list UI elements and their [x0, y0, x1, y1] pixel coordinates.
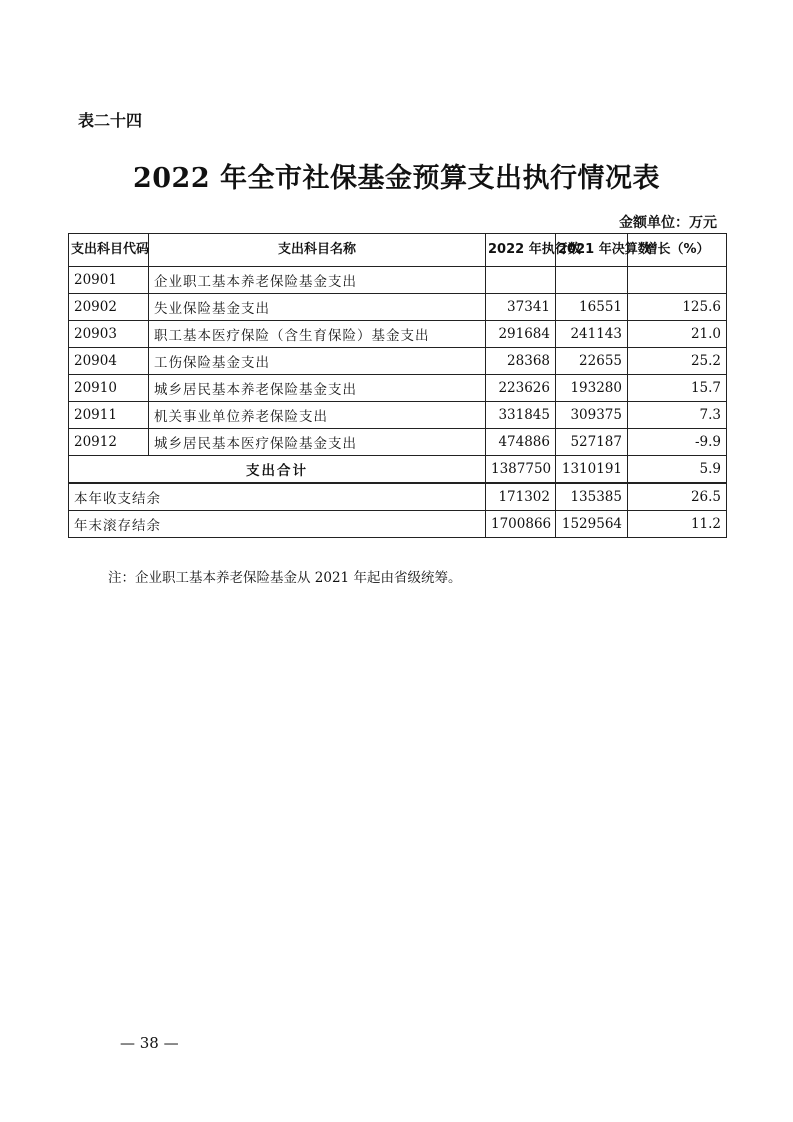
row-exec-2022 [486, 267, 556, 294]
row-name: 机关事业单位养老保险支出 [149, 402, 486, 429]
col-header-final-2021: 2021 年决算数 [556, 234, 628, 267]
row-growth: 7.3 [628, 402, 727, 429]
row-exec-2022: 331845 [486, 402, 556, 429]
row-final-2021: 527187 [556, 429, 628, 456]
unit-label: 金额单位：万元 [619, 215, 717, 231]
row-growth: 15.7 [628, 375, 727, 402]
row-code: 20911 [69, 402, 149, 429]
row-final-2021: 241143 [556, 321, 628, 348]
row-code: 20902 [69, 294, 149, 321]
table-header-row [69, 234, 727, 267]
row-exec-2022: 37341 [486, 294, 556, 321]
row-exec-2022: 28368 [486, 348, 556, 375]
row-name: 职工基本医疗保险（含生育保险）基金支出 [149, 321, 486, 348]
total-exec-2022: 1387750 [486, 456, 556, 484]
row-growth: 21.0 [628, 321, 727, 348]
total-row [69, 456, 727, 484]
page-number: — 38 — [120, 1034, 179, 1052]
row-code: 20903 [69, 321, 149, 348]
table-row [69, 429, 727, 456]
row-growth: 25.2 [628, 348, 727, 375]
row-exec-2022: 291684 [486, 321, 556, 348]
total-growth: 5.9 [628, 456, 727, 484]
row-code: 20912 [69, 429, 149, 456]
row-exec-2022: 474886 [486, 429, 556, 456]
table-row [69, 402, 727, 429]
col-header-code: 支出科目代码 [69, 234, 149, 267]
total-label: 支出合计 [69, 456, 486, 484]
row-name: 工伤保险基金支出 [149, 348, 486, 375]
row-code: 20901 [69, 267, 149, 294]
summary-row-balance [69, 483, 727, 511]
summary-growth: 26.5 [628, 483, 727, 511]
footnote: 注：企业职工基本养老保险基金从 2021 年起由省级统筹。 [108, 570, 462, 586]
row-final-2021: 309375 [556, 402, 628, 429]
row-growth: -9.9 [628, 429, 727, 456]
row-final-2021: 22655 [556, 348, 628, 375]
row-final-2021 [556, 267, 628, 294]
col-header-exec-2022: 2022 年执行数 [486, 234, 556, 267]
col-header-growth: 增长（%） [628, 234, 727, 267]
page-title: 2022 年全市社保基金预算支出执行情况表 [132, 163, 661, 194]
row-code: 20910 [69, 375, 149, 402]
summary-row-carryover [69, 511, 727, 538]
row-code: 20904 [69, 348, 149, 375]
row-growth: 125.6 [628, 294, 727, 321]
total-final-2021: 1310191 [556, 456, 628, 484]
row-final-2021: 193280 [556, 375, 628, 402]
expenditure-table [68, 233, 727, 538]
summary-exec-2022: 171302 [486, 483, 556, 511]
summary-final-2021: 1529564 [556, 511, 628, 538]
summary-exec-2022: 1700866 [486, 511, 556, 538]
row-name: 企业职工基本养老保险基金支出 [149, 267, 486, 294]
table-row [69, 267, 727, 294]
summary-label: 年末滚存结余 [69, 511, 486, 538]
table-row [69, 375, 727, 402]
table-row [69, 321, 727, 348]
table-row [69, 348, 727, 375]
summary-final-2021: 135385 [556, 483, 628, 511]
col-header-name: 支出科目名称 [149, 234, 486, 267]
summary-label: 本年收支结余 [69, 483, 486, 511]
row-name: 城乡居民基本养老保险基金支出 [149, 375, 486, 402]
row-growth [628, 267, 727, 294]
row-exec-2022: 223626 [486, 375, 556, 402]
row-final-2021: 16551 [556, 294, 628, 321]
row-name: 城乡居民基本医疗保险基金支出 [149, 429, 486, 456]
row-name: 失业保险基金支出 [149, 294, 486, 321]
table-label: 表二十四 [78, 111, 143, 130]
summary-growth: 11.2 [628, 511, 727, 538]
table-row [69, 294, 727, 321]
